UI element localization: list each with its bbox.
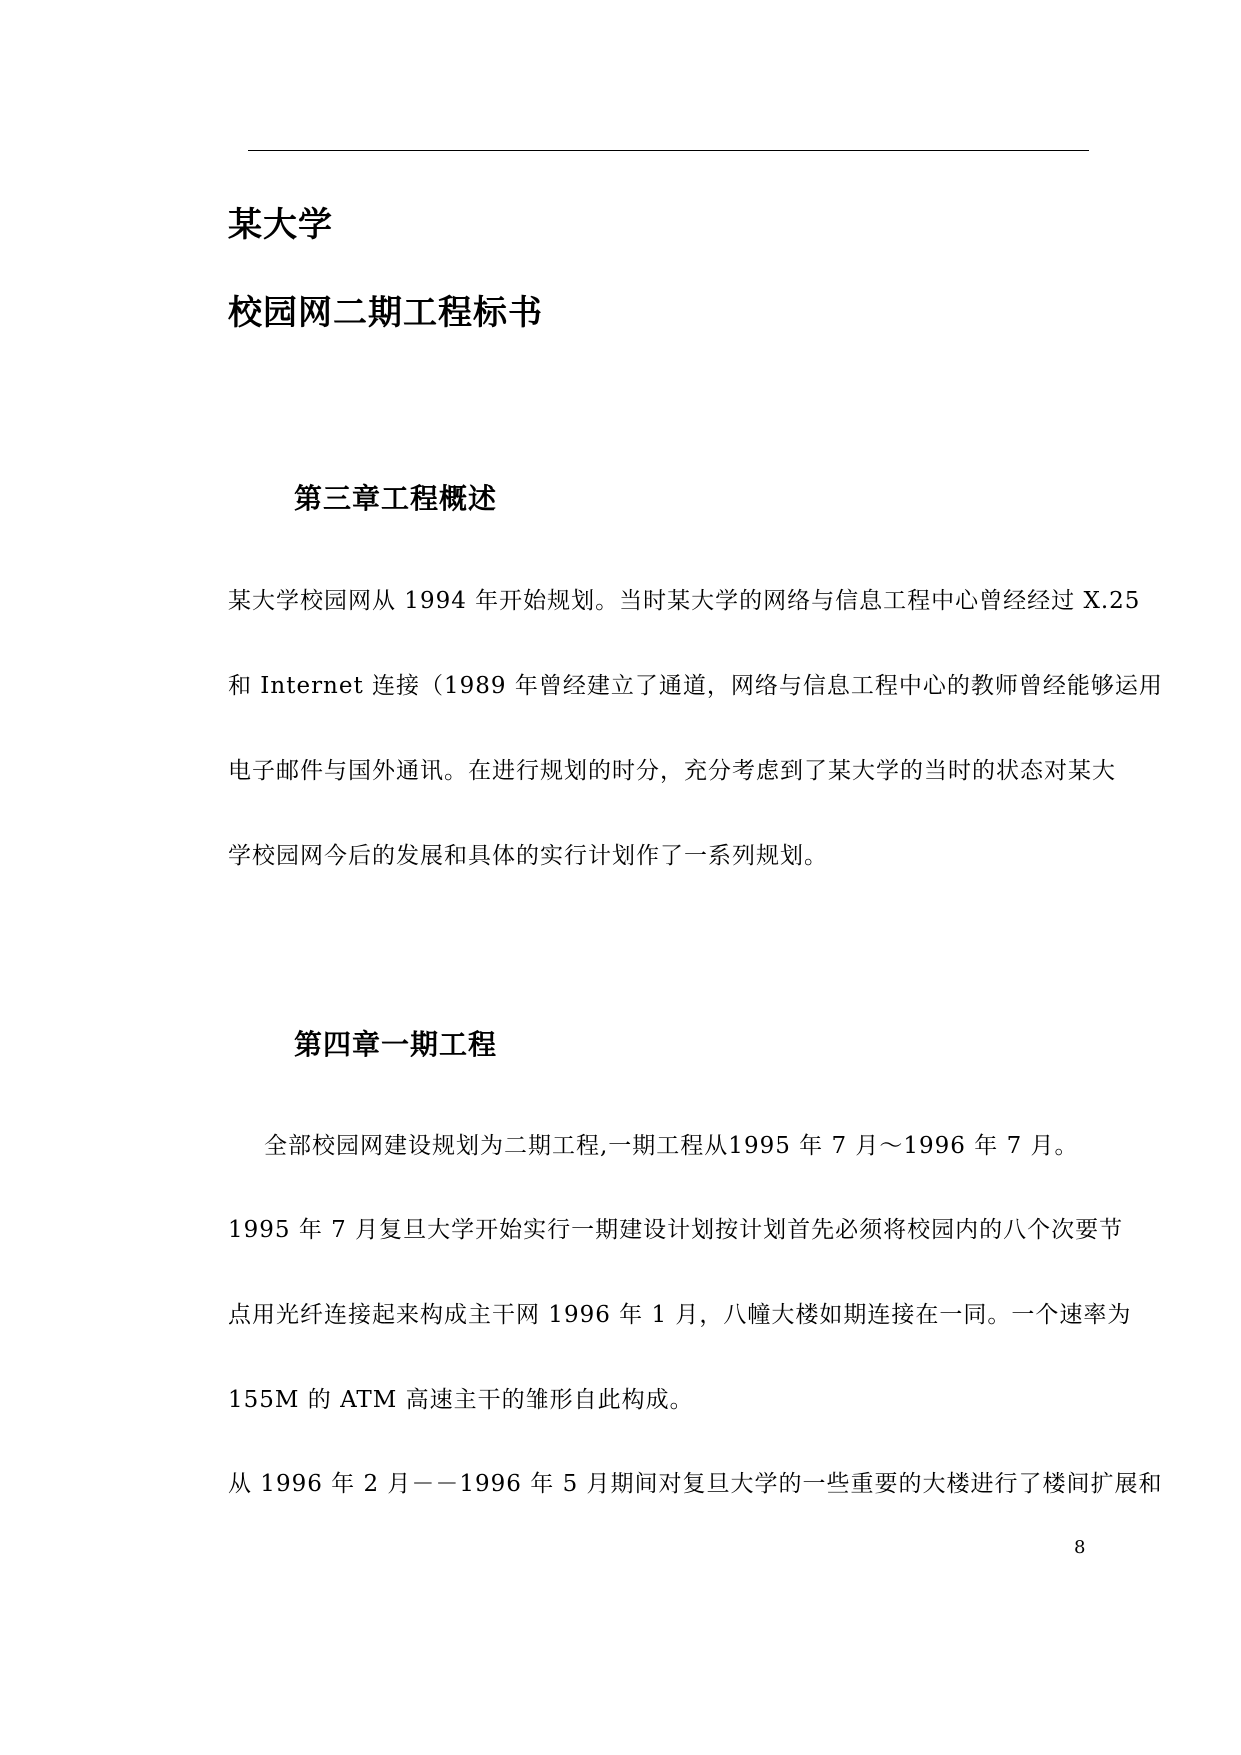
header-rule <box>248 150 1089 151</box>
chapter-3-heading: 第三章工程概述 <box>294 482 498 515</box>
chapter-4-heading: 第四章一期工程 <box>294 1028 498 1061</box>
chapter-4-line-4: 155M 的 ATM 高速主干的雏形自此构成。 <box>228 1387 694 1413</box>
chapter-4-line-2: 1995 年 7 月复旦大学开始实行一期建设计划按计划首先必须将校园内的八个次要节 <box>228 1217 1124 1243</box>
chapter-3-line-3: 电子邮件与国外通讯。在进行规划的时分，充分考虑到了某大学的当时的状态对某大 <box>228 758 1116 784</box>
page-number: 8 <box>1074 1537 1086 1558</box>
chapter-4-line-1: 全部校园网建设规划为二期工程,一期工程从1995 年 7 月～1996 年 7 月。 <box>264 1133 1079 1159</box>
chapter-4-line-5: 从 1996 年 2 月－－1996 年 5 月期间对复旦大学的一些重要的大楼进行了楼间扩展和 <box>228 1471 1163 1497</box>
chapter-3-line-4: 学校园网今后的发展和具体的实行计划作了一系列规划。 <box>228 843 828 869</box>
chapter-4-line-3: 点用光纤连接起来构成主干网 1996 年 1 月，八幢大楼如期连接在一同。一个速率为 <box>228 1302 1132 1328</box>
chapter-3-line-1: 某大学校园网从 1994 年开始规划。当时某大学的网络与信息工程中心曾经经过 X.25 <box>228 588 1141 614</box>
document-title-line-1: 某大学 <box>228 205 333 245</box>
chapter-3-line-2: 和 Internet 连接（1989 年曾经建立了通道，网络与信息工程中心的教师曾经能够运用 <box>228 673 1163 699</box>
document-title-line-2: 校园网二期工程标书 <box>228 293 543 333</box>
